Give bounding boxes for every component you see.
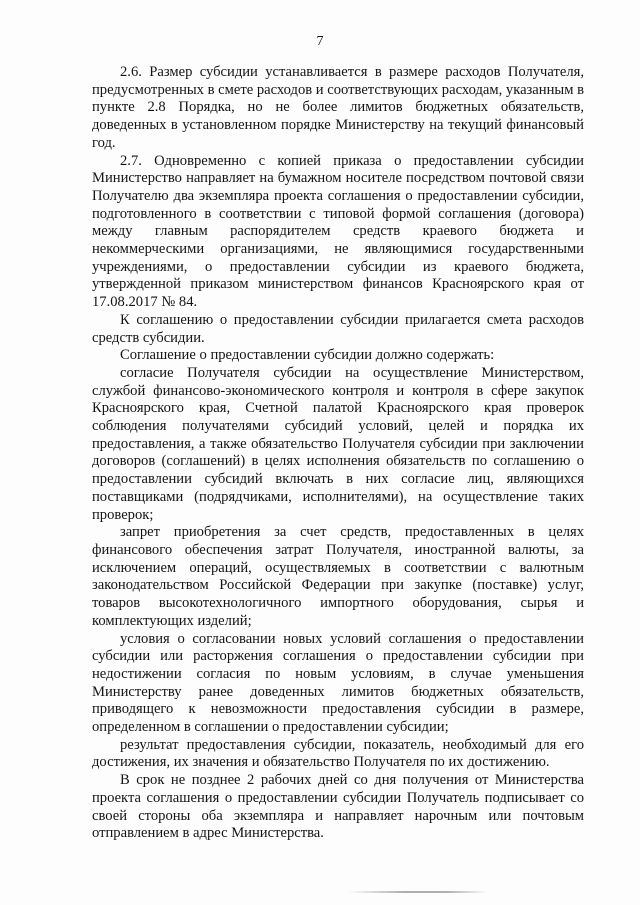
paragraph-agreement-contents: Соглашение о предоставлении субсидии должно содержать: — [120, 347, 495, 364]
paragraph-new-conditions: условия о согласовании новых условий соглашения о предоставлении субсидии или расторжения соглашения о предоставлении субсидии при недостижении согласия по новым условиям, в случае уменьшения Министерству ранее доведенных лимитов бюджетных обязательств, приводящего к невозможности предоставления субсидии в размере, определенном в соглашении о предоставлении субсидии; — [92, 630, 584, 736]
paragraph-2-6: 2.6. Размер субсидии устанавливается в размере расходов Получателя, предусмотренных в смете расходов и соответствующих расходам, указанным в пункте 2.8 Порядка, но не более лимитов бюджетных обязательств, доведенных в установленном порядке Министерству на текущий финансовый год. — [92, 64, 584, 151]
paragraph-currency-ban: запрет приобретения за счет средств, предоставленных в целях финансового обеспечения затрат Получателя, иностранной валюты, за исключением операций, осуществляемых в соответствии с валютным законодательством Российской Федерации при закупке (поставке) услуг, товаров высокотехнологичного импортного оборудования, сырья и комплектующих изделий; — [92, 524, 584, 629]
document-body — [92, 64, 584, 843]
paragraph-estimate: К соглашению о предоставлении субсидии прилагается смета расходов средств субсидии. — [92, 311, 584, 346]
paragraph-result: результат предоставления субсидии, показатель, необходимый для его достижения, их значения и обязательство Получателя по их достижению. — [92, 736, 584, 771]
page-number: 7 — [316, 34, 324, 49]
paragraph-signing-deadline: В срок не позднее 2 рабочих дней со дня получения от Министерства проекта соглашения о предоставлении субсидии Получатель подписывает со своей стороны оба экземпляра и направляет нарочным или почтовым отправлением в адрес Министерства. — [92, 772, 584, 842]
paragraph-consent: согласие Получателя субсидии на осуществление Министерством, службой финансово-экономического контроля и контроля в сфере закупок Красноярского края, Счетной палатой Красноярского края проверок соблюдения получателями субсидий условий, целей и порядка их предоставления, а также обязательство Получателя субсидии при заключении договоров (соглашений) в целях исполнения обязательств по соглашению о предоставлении субсидий включать в них согласие лиц, являющихся поставщиками (подрядчиками, исполнителями), на осуществление таких проверок; — [92, 364, 584, 523]
scan-artifact-line — [348, 891, 488, 893]
paragraph-2-7: 2.7. Одновременно с копией приказа о предоставлении субсидии Министерство направляет на бумажном носителе посредством почтовой связи Получателю два экземпляра проекта соглашения о предоставлении субсидии, подготовленного в соответствии с типовой формой соглашения (договора) между главным распорядителем средств краевого бюджета и некоммерческими организациями, не являющимися государственными учреждениями, о предоставлении субсидии из краевого бюджета, утвержденной приказом министерством финансов Красноярского края от 17.08.2017 № 84. — [92, 152, 584, 311]
